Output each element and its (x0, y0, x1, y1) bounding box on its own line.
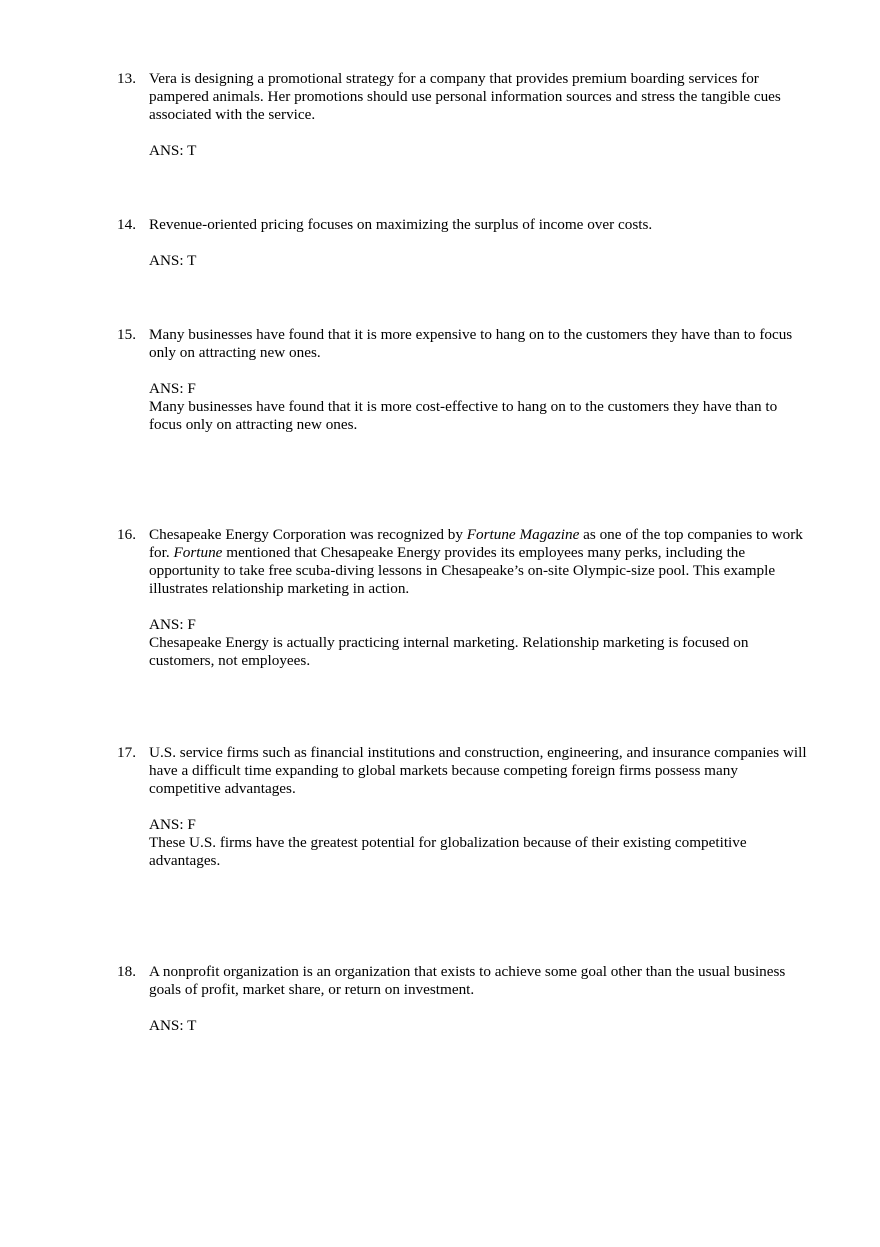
question-18 (117, 963, 807, 1035)
question-text (149, 526, 807, 598)
question-text-part: Chesapeake Energy Corporation was recognized by (149, 526, 467, 543)
question-body (149, 70, 807, 160)
publication-title-italic: Fortune (173, 544, 223, 561)
question-text: Vera is designing a promotional strategy for a company that provides premium boarding services for pampered animals. Her promotions should use personal information sources and stress the tangible cues associated with the service. (149, 70, 781, 123)
question-body (149, 963, 807, 1035)
question-number: 15. (117, 326, 136, 343)
question-text: Revenue-oriented pricing focuses on maximizing the surplus of income over costs. (149, 216, 653, 233)
question-text: A nonprofit organization is an organization that exists to achieve some goal other than the usual business goals of profit, market share, or return on investment. (149, 963, 786, 998)
answer-label: ANS: F (149, 380, 196, 397)
question-number: 16. (117, 526, 136, 543)
answer-label: ANS: T (149, 1017, 197, 1034)
question-body (149, 744, 807, 870)
question-13 (117, 70, 807, 160)
question-text: Many businesses have found that it is more expensive to hang on to the customers they have than to focus only on attracting new ones. (149, 326, 793, 361)
question-body (149, 216, 807, 270)
question-body (149, 526, 807, 670)
question-number: 13. (117, 70, 136, 87)
answer-explanation: Many businesses have found that it is more cost-effective to hang on to the customers they have than to focus only on attracting new ones. (149, 398, 778, 433)
answer-explanation: Chesapeake Energy is actually practicing internal marketing. Relationship marketing is focused on customers, not employees. (149, 634, 749, 669)
question-14 (117, 216, 807, 270)
answer-label: ANS: T (149, 142, 197, 159)
question-text-part: as one of the top companies to work for. (149, 526, 803, 561)
answer-label: ANS: F (149, 616, 196, 633)
question-number: 17. (117, 744, 136, 761)
question-number: 14. (117, 216, 136, 233)
answer-label: ANS: F (149, 816, 196, 833)
question-text-part: mentioned that Chesapeake Energy provides its employees many perks, including the opportunity to take free scuba-diving lessons in Chesapeake’s on-site Olympic-size pool. This example illustrates relationship marketing in action. (149, 544, 776, 597)
question-15 (117, 326, 807, 434)
question-body (149, 326, 807, 434)
answer-label: ANS: T (149, 252, 197, 269)
answer-explanation: These U.S. firms have the greatest potential for globalization because of their existing competitive advantages. (149, 834, 747, 869)
question-number: 18. (117, 963, 136, 980)
question-text: U.S. service firms such as financial institutions and construction, engineering, and insurance companies will have a difficult time expanding to global markets because competing foreign firms possess many competitive advantages. (149, 744, 807, 797)
question-17 (117, 744, 807, 870)
question-16 (117, 526, 807, 670)
publication-title-italic: Fortune Magazine (466, 526, 580, 543)
